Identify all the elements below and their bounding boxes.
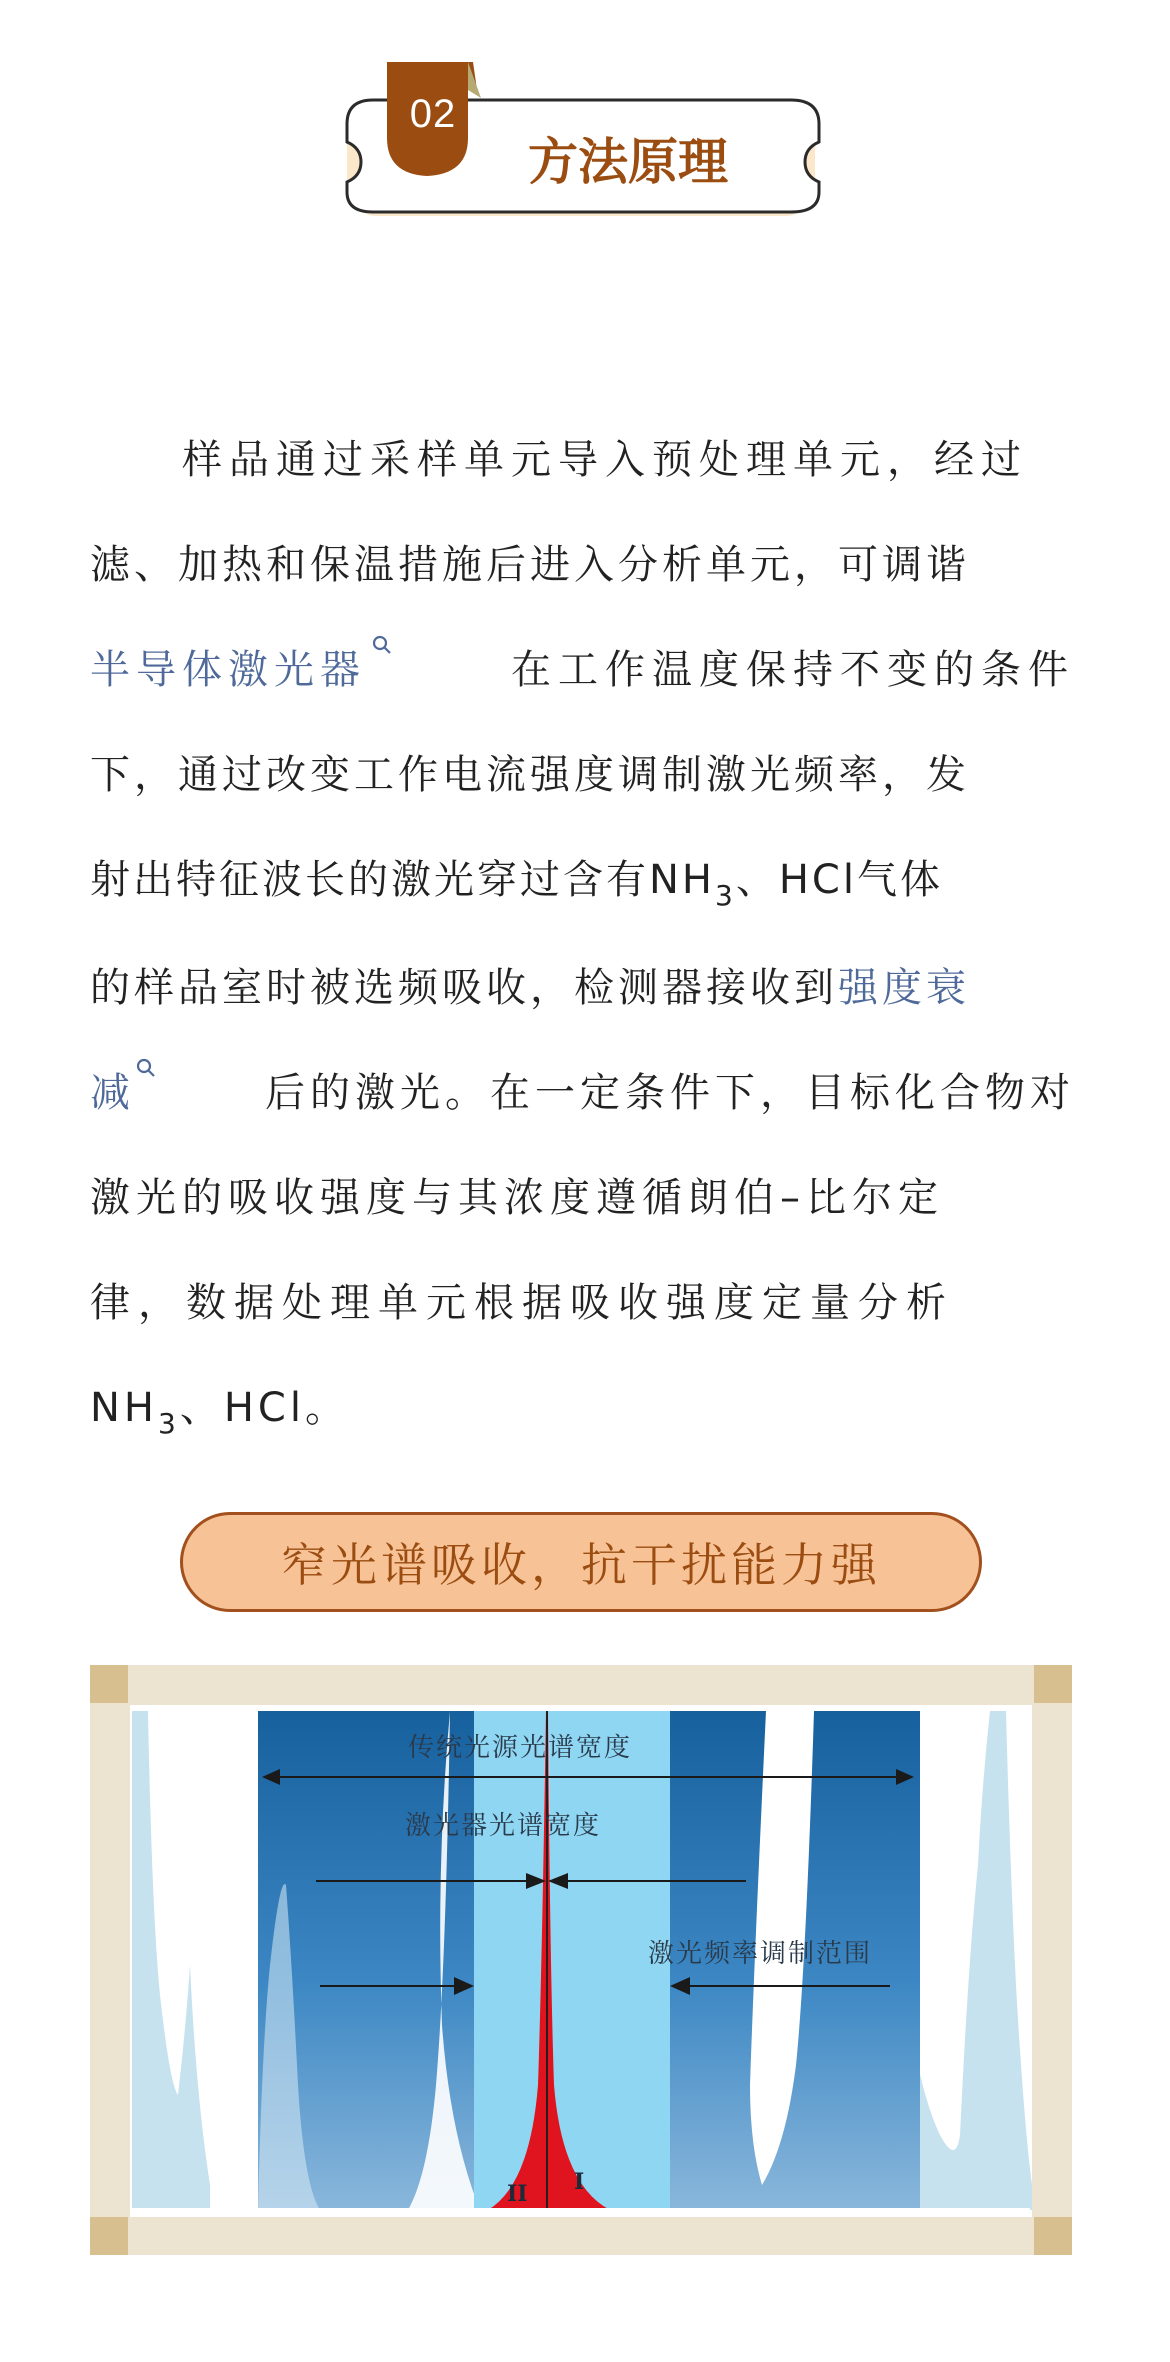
subscript: 3 [715,879,736,912]
paragraph-text: NH [90,1385,158,1431]
paragraph-line [90,1376,1075,1440]
paragraph-text: 律，数据处理单元根据吸收强度定量分析 [90,1280,954,1326]
modulation-band [474,1711,670,2210]
paragraph-text: 射出特征波长的激光穿过含有NH [90,857,715,903]
paragraph-line [90,428,1075,483]
frame-corner [1034,2217,1072,2255]
search-icon[interactable] [372,635,392,655]
paragraph-text: 的样品室时被选频吸收，检测器接收到 [90,965,838,1011]
traditional-source-label: 传统光源光谱宽度 [408,1733,633,1763]
paragraph-text-group [90,1070,156,1116]
marker-i: I [574,2169,585,2195]
marker-ii: II [507,2181,528,2207]
paragraph-line [90,1166,1075,1221]
section-title: 方法原理 [528,133,728,191]
paragraph-text-group [90,965,970,1011]
paragraph-text: 下，通过改变工作电流强度调制激光频率，发 [90,752,970,798]
paragraph-text-group [90,647,392,693]
section-number: 02 [409,92,457,136]
paragraph-text: 在工作温度保持不变的条件 [511,647,1075,693]
paragraph-line [90,743,1075,798]
paragraph-line [90,956,1075,1011]
highlight-pill [180,1512,982,1612]
paragraph-line [90,848,1075,912]
paragraph-text: 、HCl气体 [735,857,943,903]
paragraph-text-group [90,1385,349,1440]
intensity-attenuation-link[interactable]: 强度衰 [838,965,970,1011]
section-header [343,60,823,225]
paragraph-text: 后的激光。在一定条件下，目标化合物对 [265,1070,1075,1116]
frame-corner [90,2217,128,2255]
subscript: 3 [158,1407,180,1440]
spectrum-figure [90,1665,1072,2255]
highlight-text: 窄光谱吸收，抗干扰能力强 [281,1538,881,1592]
paragraph-line [90,638,1075,693]
paragraph-text: 、HCl。 [179,1385,349,1431]
paragraph-line [90,1271,1075,1326]
paragraph-line [90,1061,1075,1116]
frame-corner [90,1665,128,1703]
paragraph-text: 激光的吸收强度与其浓度遵循朗伯–比尔定 [90,1175,944,1221]
paragraph-text: 滤、加热和保温措施后进入分析单元，可调谐 [90,542,970,588]
paragraph-text: 样品通过采样单元导入预处理单元，经过 [182,437,1028,483]
modulation-range-label: 激光频率调制范围 [648,1939,873,1969]
frame-corner [1034,1665,1072,1703]
paragraph-line [90,533,1075,588]
laser-width-label: 激光器光谱宽度 [405,1811,602,1841]
search-icon[interactable] [136,1058,156,1078]
intensity-attenuation-link[interactable]: 减 [90,1070,130,1116]
paragraph-text-group [90,857,943,912]
semiconductor-laser-link[interactable]: 半导体激光器 [90,647,366,693]
